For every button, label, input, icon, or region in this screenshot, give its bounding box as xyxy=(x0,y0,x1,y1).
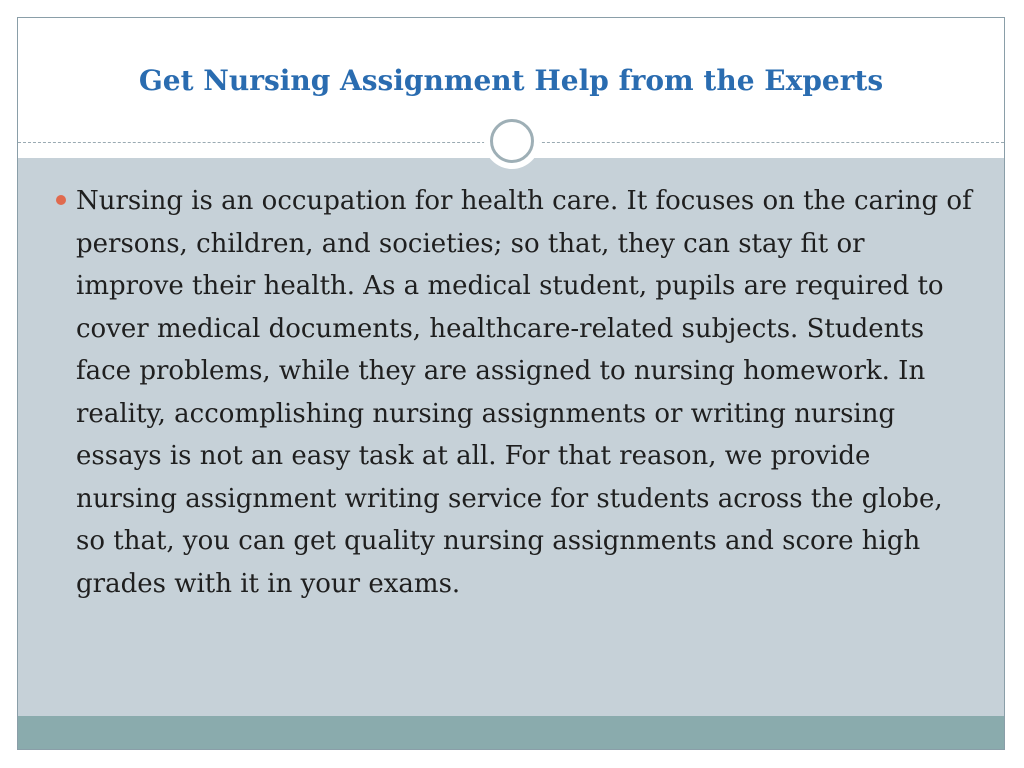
slide-title: Get Nursing Assignment Help from the Experts xyxy=(138,64,884,97)
slide xyxy=(17,17,1005,750)
footer-band xyxy=(18,716,1004,750)
bullet-item xyxy=(56,180,976,605)
bullet-list xyxy=(56,180,976,605)
bullet-dot-icon xyxy=(56,195,66,205)
circle-ring-icon xyxy=(484,113,540,169)
ornament-ring xyxy=(490,119,534,163)
bullet-text: Nursing is an occupation for health care. It focuses on the caring of persons, children, and societies; so that, they can stay fit or improve their health. As a medical student, pupils are required to cover medical documents, healthcare-related subjects. Students face problems, while they are assigned to nursing homework. In reality, accomplishing nursing assignments or writing nursing essays is not an easy task at all. For that reason, we provide nursing assignment writing service for students across the globe, so that, you can get quality nursing assignments and score high grades with it in your exams. xyxy=(76,186,972,599)
